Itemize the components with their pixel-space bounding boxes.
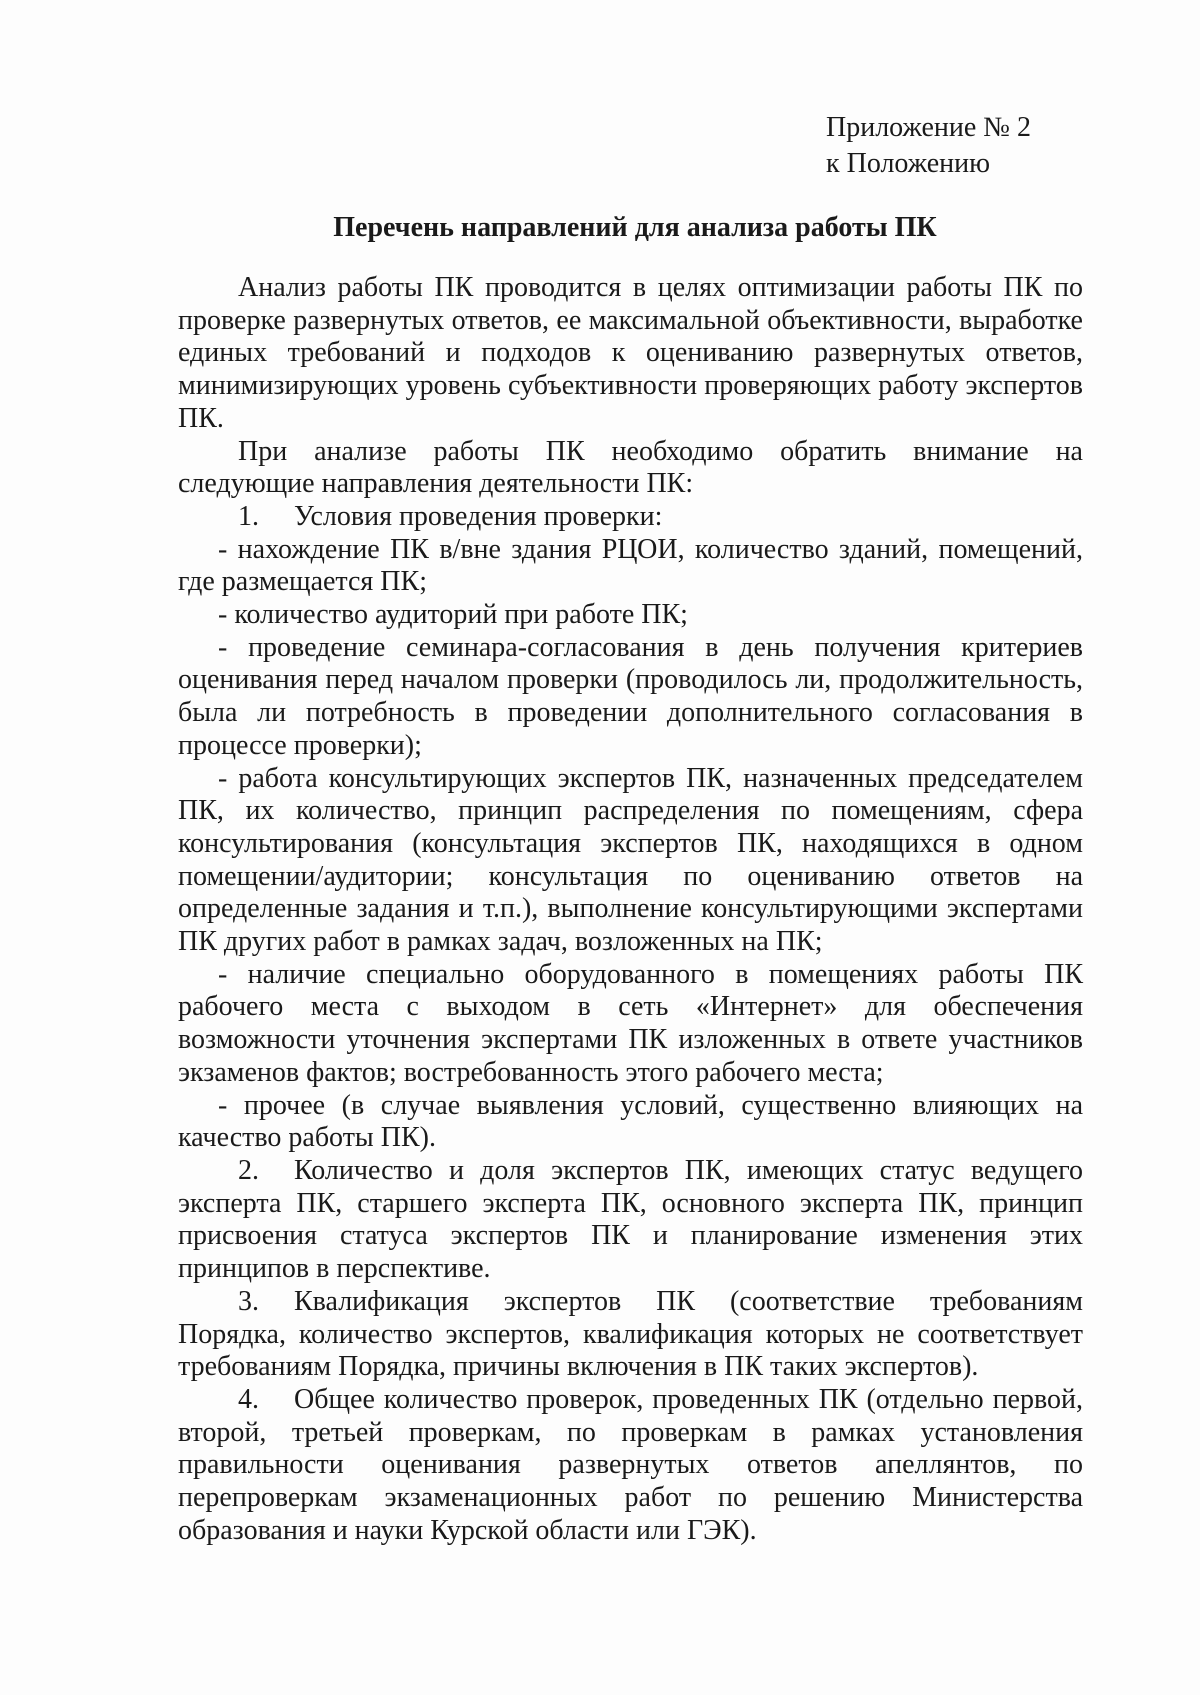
intro-paragraph: Анализ работы ПК проводится в целях оптимизации работы ПК по проверке развернутых ответов, ее максимальной объективности, выработке единых требований и подходов к оцениванию развернутых ответов, минимизирующих уровень субъективности проверяющих работу экспертов ПК. xyxy=(178,272,1083,434)
numbered-item-1 xyxy=(178,501,1083,534)
bullet-item: - количество аудиторий при работе ПК; xyxy=(218,599,688,631)
bullet-item: - наличие специально оборудованного в помещениях работы ПК рабочего места с выходом в сеть «Интернет» для обеспечения возможности уточнения экспертами ПК изложенных в ответе участников экзаменов фактов; востребованность этого рабочего места; xyxy=(178,958,1083,1088)
item-text: Общее количество проверок, проведенных ПК (отдельно первой, второй, третьей проверкам, по проверкам в рамках установления правильности оценивания развернутых ответов апеллянтов, по перепроверкам экзаменационных работ по решению Министерства образования и науки Курской области или ГЭК). xyxy=(178,1383,1083,1546)
numbered-item-2 xyxy=(178,1155,1083,1286)
bullet-item: - прочее (в случае выявления условий, существенно влияющих на качество работы ПК). xyxy=(178,1089,1083,1154)
numbered-item-3 xyxy=(178,1286,1083,1384)
bullet-item: - нахождение ПК в/вне здания РЦОИ, количество зданий, помещений, где размещается ПК; xyxy=(178,533,1083,598)
item-number: 1. xyxy=(238,500,259,532)
attachment-reference: к Положению xyxy=(826,148,991,179)
item-number: 2. xyxy=(238,1154,259,1186)
numbered-item-4 xyxy=(178,1384,1083,1548)
lead-paragraph: При анализе работы ПК необходимо обратить внимание на следующие направления деятельности ПК: xyxy=(178,435,1083,500)
item-text: Квалификация экспертов ПК (соответствие требованиям Порядка, количество экспертов, квалификация которых не соответствует требованиям Порядка, причины включения в ПК таких экспертов). xyxy=(178,1285,1083,1383)
attachment-number: Приложение № 2 xyxy=(826,112,1031,143)
item-number: 4. xyxy=(238,1383,259,1415)
bullet-item: - проведение семинара-согласования в день получения критериев оценивания перед началом проверки (проводилось ли, продолжительность, была ли потребность в проведении дополнительного согласования в процессе проверки); xyxy=(178,631,1083,761)
item-number: 3. xyxy=(238,1285,259,1317)
attachment-note xyxy=(826,110,1031,182)
bullet-item: - работа консультирующих экспертов ПК, назначенных председателем ПК, их количество, принцип распределения по помещениям, сфера консультирования (консультация экспертов ПК, находящихся в одном помещении/аудитории; консультация по оцениванию ответов на определенные задания и т.п.), выполнение консультирующими экспертами ПК других работ в рамках задач, возложенных на ПК; xyxy=(178,762,1083,958)
document-body xyxy=(178,272,1083,1547)
document-title: Перечень направлений для анализа работы ПК xyxy=(333,212,937,243)
item-text: Количество и доля экспертов ПК, имеющих статус ведущего эксперта ПК, старшего эксперта ПК, основного эксперта ПК, принцип присвоения статуса экспертов ПК и планирование изменения этих принципов в перспективе. xyxy=(178,1154,1083,1285)
item-text: Условия проведения проверки: xyxy=(294,500,663,532)
